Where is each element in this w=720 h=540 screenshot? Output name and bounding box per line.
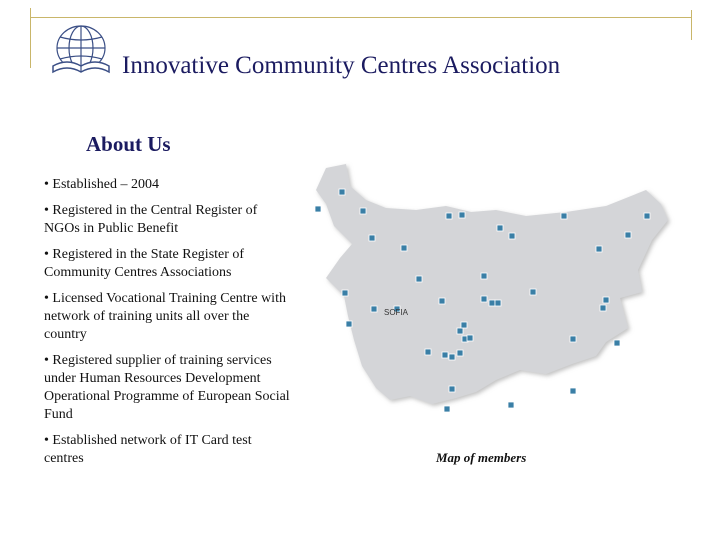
bullet-item: • Established – 2004 [44, 177, 159, 192]
country-shape [316, 164, 668, 404]
header-divider-line [30, 17, 692, 18]
bullet-item: • Established network of IT Card test centres [44, 433, 252, 466]
globe-book-logo-icon [45, 22, 117, 82]
bullet-item: • Registered supplier of training services under Human Resources Development Operational Programme of European Social Fund [44, 353, 290, 422]
map-caption: Map of members [436, 450, 527, 465]
page-title: Innovative Community Centres Association [122, 52, 561, 79]
section-heading: About Us [86, 132, 171, 156]
right-accent-line [691, 10, 692, 40]
bulgaria-members-map [306, 160, 678, 428]
about-bullet-list [44, 176, 294, 476]
bullet-item: • Registered in the State Register of Community Centres Associations [44, 247, 245, 280]
bullet-item: • Registered in the Central Register of NGOs in Public Benefit [44, 203, 258, 236]
left-accent-line [30, 8, 31, 68]
bullet-item: • Licensed Vocational Training Centre with network of training units all over the country [44, 291, 286, 342]
sofia-label: SOFIA [384, 308, 409, 317]
